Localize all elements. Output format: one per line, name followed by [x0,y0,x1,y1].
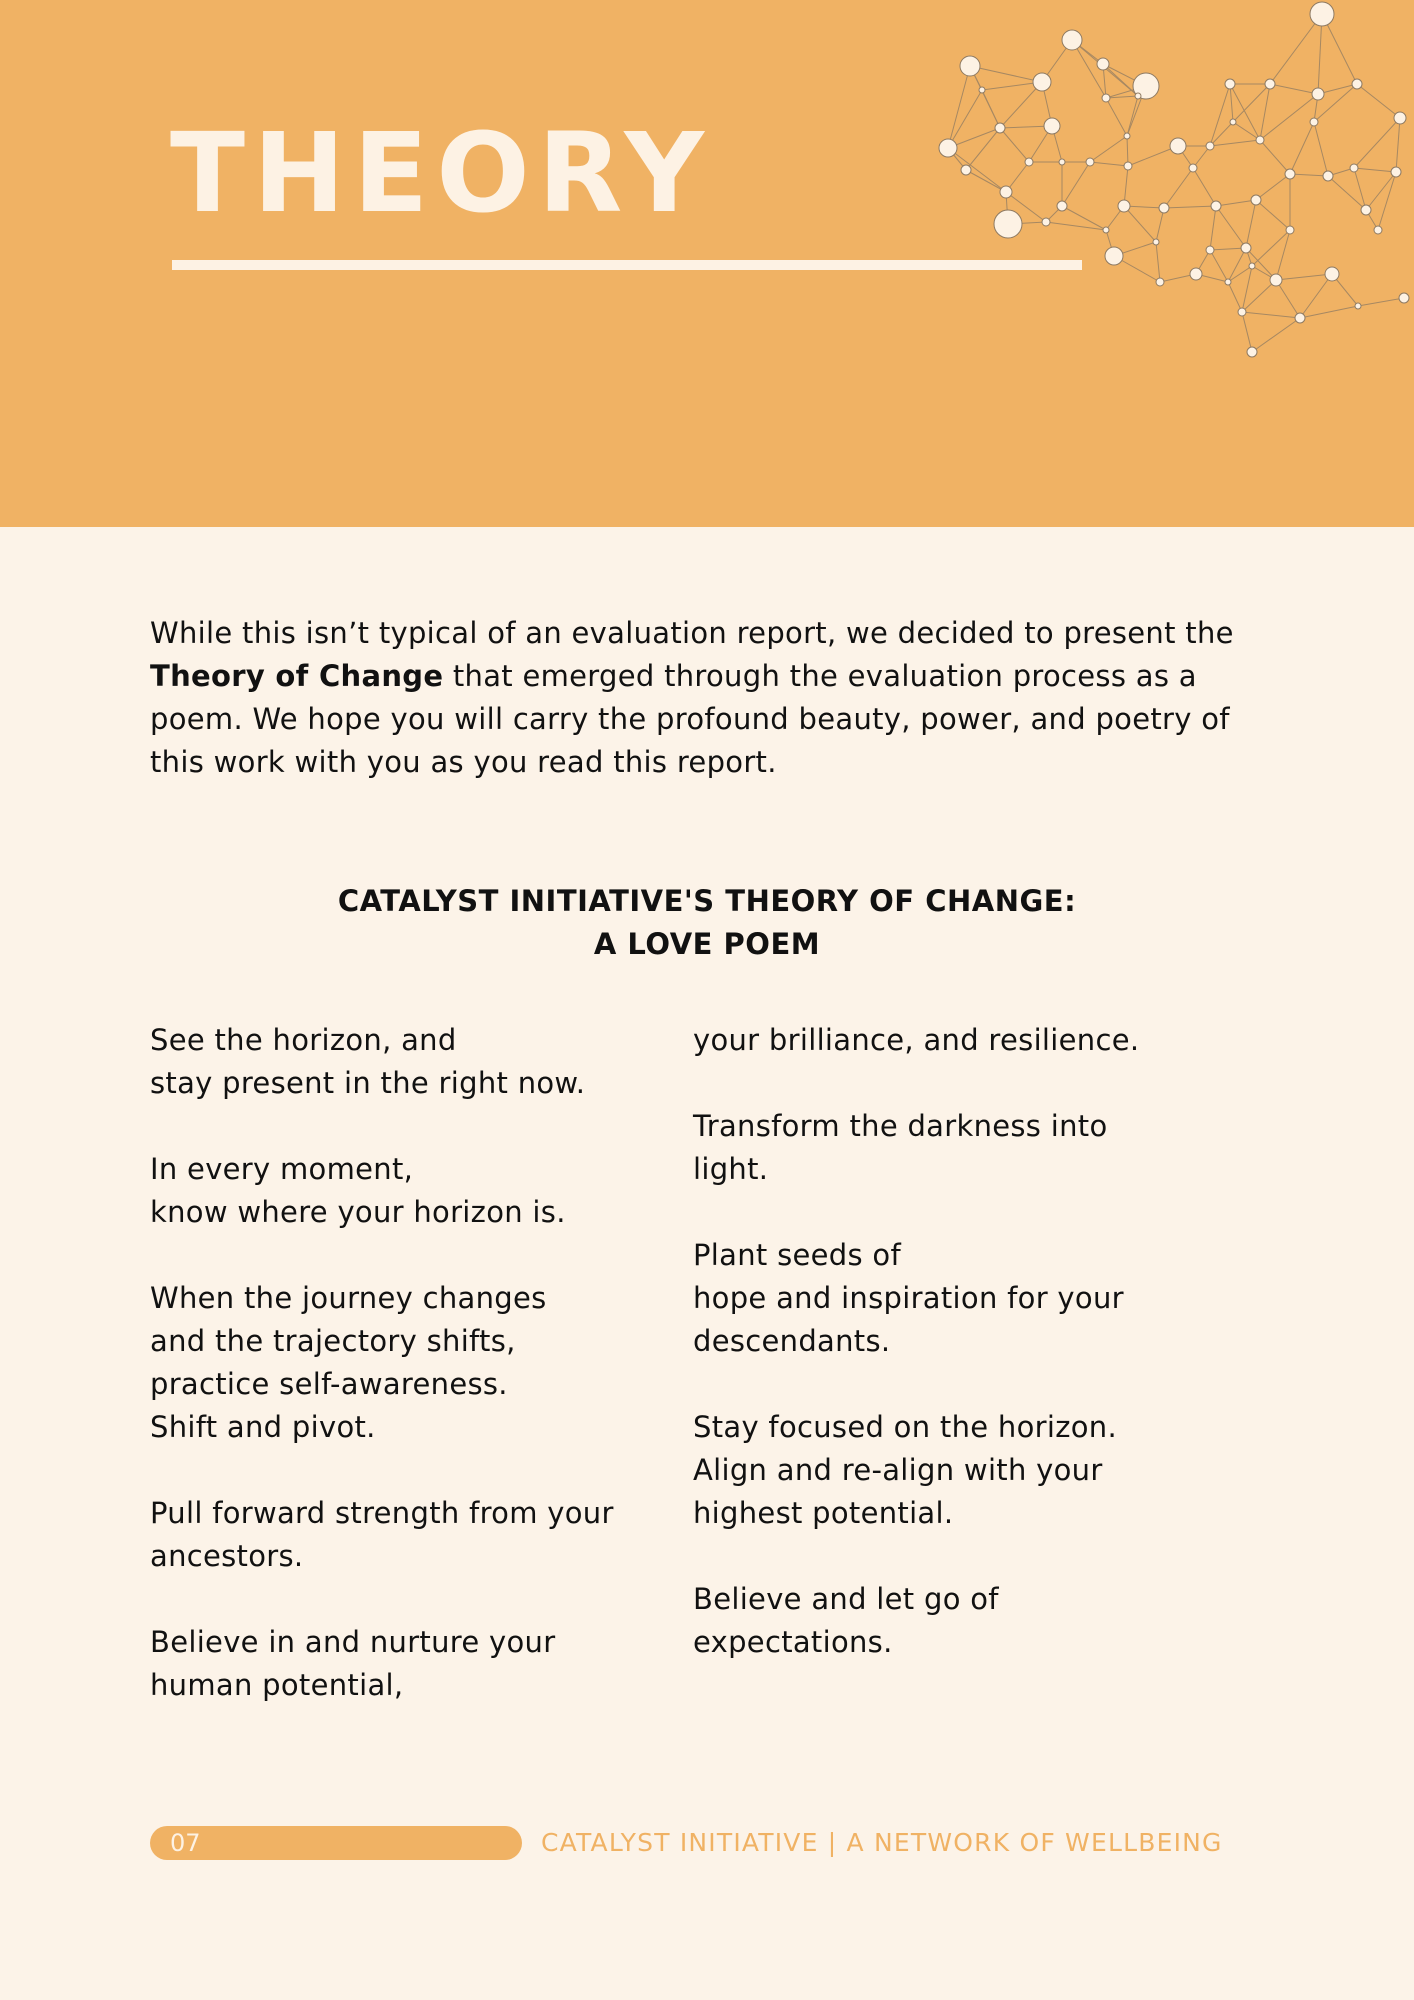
page-number: 07 [170,1829,201,1857]
network-node [1225,279,1231,285]
network-node [1105,247,1123,265]
network-node [1230,119,1236,125]
poem-line: highest potential. [693,1496,954,1530]
network-node [1285,169,1295,179]
poem-heading [150,880,1264,966]
heart-network-graphic [930,0,1414,400]
network-node [1159,203,1169,213]
network-node [1391,167,1401,177]
network-node [1153,239,1159,245]
network-node [961,165,971,175]
network-node [1042,218,1050,226]
network-node [1170,138,1186,154]
network-node [1000,186,1012,198]
network-node [995,123,1005,133]
intro-paragraph [150,612,1270,784]
footer-text: CATALYST INITIATIVE | A NETWORK OF WELLBEING [541,1828,1223,1857]
poem-line: descendants. [693,1324,891,1358]
header-banner [0,0,1414,527]
network-node [1325,267,1339,281]
network-node [1206,246,1214,254]
poem-line: Pull forward strength from your [150,1496,614,1530]
network-node [1135,93,1141,99]
network-node [960,56,980,76]
network-node [1190,268,1202,280]
network-node [1118,200,1130,212]
network-node [1124,133,1130,139]
network-node [1044,118,1060,134]
network-node [1241,243,1251,253]
network-node [1310,118,1318,126]
poem-line [150,1234,670,1277]
network-node [1025,158,1033,166]
network-node [1350,164,1358,172]
poem-line: your brilliance, and resilience. [693,1023,1140,1057]
poem-line: Plant seeds of [693,1238,901,1272]
network-node [1323,171,1333,181]
poem-right-column [693,1019,1253,1664]
network-node [1312,88,1324,100]
poem-line: Align and re-align with your [693,1453,1103,1487]
network-node [1102,94,1110,102]
network-node [1394,112,1406,124]
network-node [1399,293,1409,303]
poem-line: and the trajectory shifts, [150,1324,516,1358]
poem-line [693,1363,1253,1406]
poem-line: ancestors. [150,1539,304,1573]
network-node [1310,2,1334,26]
network-node [1103,227,1109,233]
poem-line: Transform the darkness into [693,1109,1108,1143]
network-node [1033,73,1051,91]
intro-bold-term: Theory of Change [150,659,444,693]
poem-line: See the horizon, and [150,1023,457,1057]
poem-line: know where your horizon is. [150,1195,566,1229]
poem-line [150,1449,670,1492]
network-node [979,87,985,93]
network-node [1057,201,1067,211]
page-title: THEORY [170,109,713,237]
network-node [1270,274,1282,286]
poem-line: Believe in and nurture your [150,1625,556,1659]
network-node [1238,308,1246,316]
poem-left-column [150,1019,670,1707]
poem-line [693,1062,1253,1105]
poem-line: hope and inspiration for your [693,1281,1124,1315]
poem-line: When the journey changes [150,1281,547,1315]
network-node [1189,164,1197,172]
network-node [1361,205,1371,215]
poem-line: light. [693,1152,769,1186]
poem-line: practice self-awareness. [150,1367,508,1401]
network-node [1256,136,1264,144]
network-node [1156,278,1164,286]
page-number-pill [150,1826,522,1860]
network-node [1374,226,1382,234]
intro-text-end: that emerged through the evaluation process as a poem. We hope you will carry the profound beauty, power, and poetry of this work with you as you read this report. [150,659,1230,779]
intro-text-start: While this isn’t typical of an evaluation report, we decided to present the [150,616,1234,650]
network-node [1059,159,1065,165]
network-node [939,139,957,157]
network-node [1097,58,1109,70]
poem-line: Stay focused on the horizon. [693,1410,1118,1444]
poem-line: Believe and let go of [693,1582,999,1616]
poem-heading-line-2: A LOVE POEM [593,927,821,961]
network-node [1124,162,1132,170]
poem-line [693,1191,1253,1234]
poem-line: stay present in the right now. [150,1066,586,1100]
poem-heading-line-1: CATALYST INITIATIVE'S THEORY OF CHANGE: [337,884,1077,918]
network-node [1086,158,1094,166]
network-node [1225,79,1235,89]
network-node [1355,303,1361,309]
network-node [994,210,1022,238]
network-node [1295,313,1305,323]
network-node [1062,30,1082,50]
network-node [1247,347,1257,357]
poem-line: expectations. [693,1625,893,1659]
network-node [1286,226,1294,234]
poem-line: human potential, [150,1668,404,1702]
poem-line: Shift and pivot. [150,1410,376,1444]
network-node [1352,79,1362,89]
poem-line [150,1105,670,1148]
poem-line [150,1578,670,1621]
network-node [1265,79,1275,89]
network-node [1211,201,1221,211]
network-node [1251,195,1261,205]
network-node [1206,142,1214,150]
network-node [1249,263,1255,269]
poem-line: In every moment, [150,1152,414,1186]
poem-line [693,1535,1253,1578]
